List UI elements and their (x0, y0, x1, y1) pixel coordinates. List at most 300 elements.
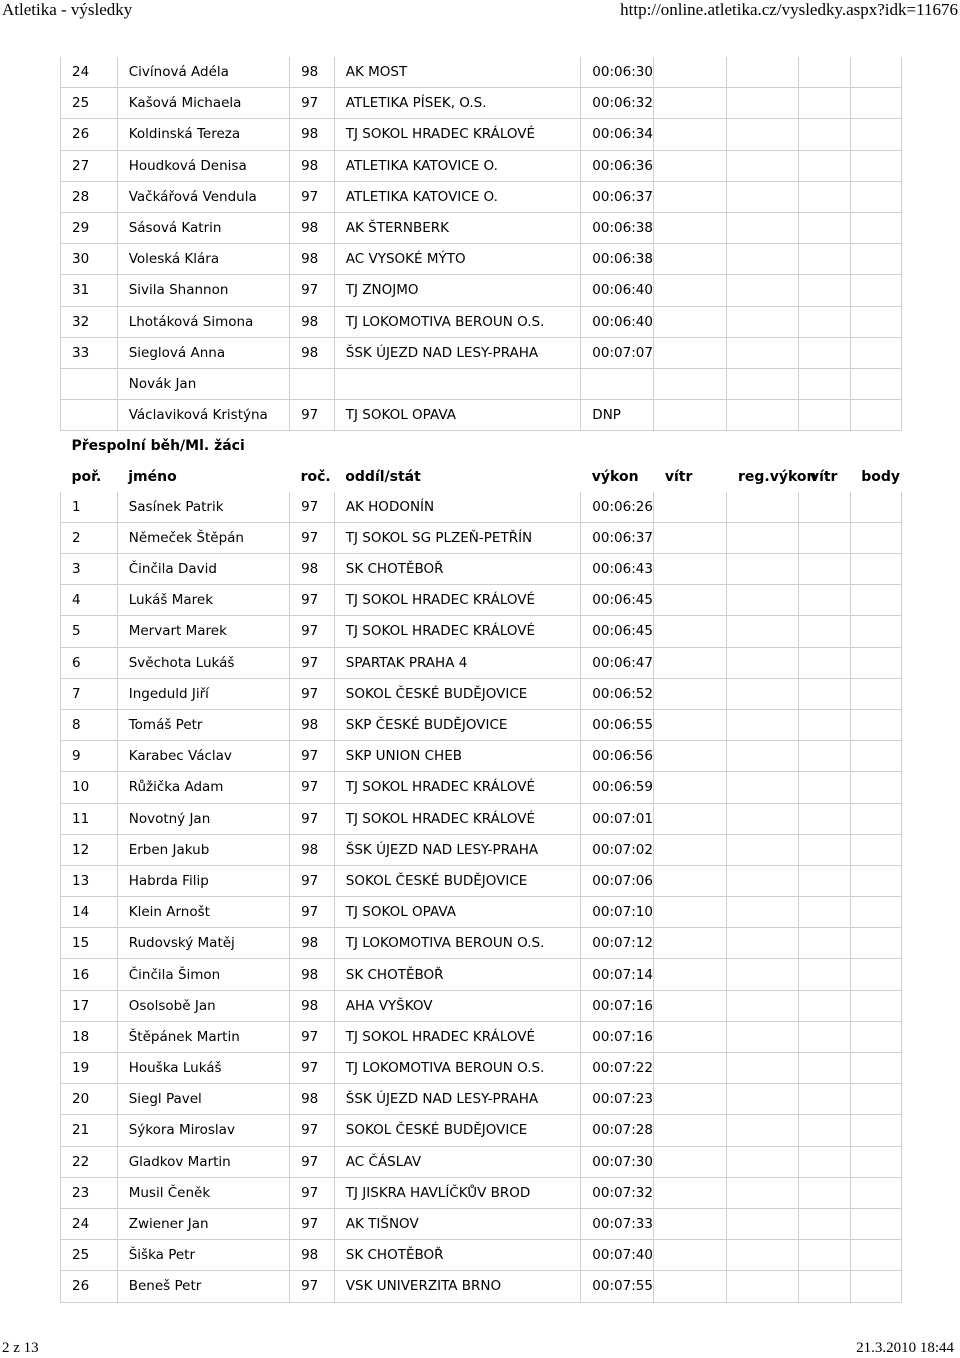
cell-empty (850, 803, 901, 834)
cell-year: 97 (290, 1208, 335, 1239)
table-row (61, 1146, 902, 1177)
cell-empty (727, 400, 799, 431)
cell-empty (799, 275, 850, 306)
cell-rank: 14 (61, 897, 118, 928)
column-header: výkon (591, 468, 639, 485)
cell-empty (799, 522, 850, 553)
cell-club: TJ SOKOL HRADEC KRÁLOVÉ (334, 585, 581, 616)
cell-club: ŠSK ÚJEZD NAD LESY-PRAHA (334, 337, 581, 368)
cell-year: 97 (290, 1115, 335, 1146)
cell-empty (654, 616, 727, 647)
cell-time: 00:06:43 (581, 554, 654, 585)
cell-empty (850, 400, 901, 431)
cell-time: 00:06:26 (581, 492, 654, 523)
cell-time: 00:07:10 (581, 897, 654, 928)
cell-rank: 31 (61, 275, 118, 306)
cell-club: SOKOL ČESKÉ BUDĚJOVICE (334, 678, 581, 709)
cell-club: AC ČÁSLAV (334, 1146, 581, 1177)
cell-empty (654, 1271, 727, 1302)
cell-empty (654, 1021, 727, 1052)
cell-time: 00:06:38 (581, 212, 654, 243)
table-row (61, 150, 902, 181)
cell-name: Sieglová Anna (117, 337, 289, 368)
print-datetime: 21.3.2010 18:44 (856, 1340, 954, 1356)
cell-name: Ingeduld Jiří (117, 678, 289, 709)
cell-year: 97 (290, 678, 335, 709)
cell-empty (727, 1084, 799, 1115)
cell-year: 98 (290, 57, 335, 88)
cell-year (290, 368, 335, 399)
cell-empty (799, 647, 850, 678)
cell-time: 00:06:56 (581, 741, 654, 772)
cell-empty (799, 1271, 850, 1302)
cell-empty (654, 741, 727, 772)
cell-empty (654, 181, 727, 212)
page-url: http://online.atletika.cz/vysledky.aspx?idk=11676 (620, 0, 958, 19)
cell-empty (799, 928, 850, 959)
cell-empty (654, 1115, 727, 1146)
cell-club: TJ JISKRA HAVLÍČKŮV BROD (334, 1177, 581, 1208)
cell-year: 97 (290, 772, 335, 803)
cell-empty (654, 959, 727, 990)
cell-time: 00:07:23 (581, 1084, 654, 1115)
cell-empty (654, 709, 727, 740)
column-header: vítr (664, 468, 693, 485)
cell-empty (799, 119, 850, 150)
cell-year: 97 (290, 897, 335, 928)
cell-empty (727, 741, 799, 772)
cell-rank: 19 (61, 1053, 118, 1084)
cell-empty (654, 57, 727, 88)
cell-club: ATLETIKA KATOVICE O. (334, 181, 581, 212)
cell-empty (654, 647, 727, 678)
cell-name: Novotný Jan (117, 803, 289, 834)
cell-name: Habrda Filip (117, 865, 289, 896)
table-row (61, 522, 902, 553)
cell-empty (727, 1208, 799, 1239)
cell-name: Novák Jan (117, 368, 289, 399)
cell-time: 00:06:36 (581, 150, 654, 181)
cell-empty (727, 865, 799, 896)
cell-club (334, 368, 581, 399)
cell-empty (850, 306, 901, 337)
cell-time: 00:07:32 (581, 1177, 654, 1208)
section-title-row (61, 431, 902, 462)
page-header (0, 0, 960, 20)
cell-time: 00:06:34 (581, 119, 654, 150)
table-row (61, 119, 902, 150)
cell-empty (799, 57, 850, 88)
cell-club: ŠSK ÚJEZD NAD LESY-PRAHA (334, 1084, 581, 1115)
column-header: vítr (809, 468, 838, 485)
cell-rank: 18 (61, 1021, 118, 1052)
cell-empty (799, 585, 850, 616)
cell-empty (799, 803, 850, 834)
cell-club: AK TIŠNOV (334, 1208, 581, 1239)
cell-year: 97 (290, 1177, 335, 1208)
cell-rank (61, 368, 118, 399)
cell-name: Šiška Petr (117, 1240, 289, 1271)
cell-club: SKP UNION CHEB (334, 741, 581, 772)
cell-empty (654, 1177, 727, 1208)
cell-empty (850, 150, 901, 181)
cell-empty (799, 181, 850, 212)
cell-empty (654, 1240, 727, 1271)
results-table (60, 57, 902, 1303)
cell-empty (799, 1115, 850, 1146)
cell-empty (850, 492, 901, 523)
cell-year: 98 (290, 150, 335, 181)
cell-empty (654, 400, 727, 431)
table-row (61, 181, 902, 212)
cell-rank: 1 (61, 492, 118, 523)
cell-club: AK MOST (334, 57, 581, 88)
cell-empty (727, 150, 799, 181)
cell-empty (654, 772, 727, 803)
cell-empty (727, 88, 799, 119)
cell-empty (727, 212, 799, 243)
cell-time: 00:06:40 (581, 306, 654, 337)
cell-empty (850, 275, 901, 306)
cell-empty (727, 1053, 799, 1084)
cell-rank: 28 (61, 181, 118, 212)
cell-empty (850, 244, 901, 275)
cell-empty (727, 554, 799, 585)
cell-empty (799, 1208, 850, 1239)
cell-empty (850, 865, 901, 896)
table-row (61, 865, 902, 896)
cell-time: 00:07:06 (581, 865, 654, 896)
cell-year: 98 (290, 337, 335, 368)
cell-club: ATLETIKA KATOVICE O. (334, 150, 581, 181)
cell-rank: 7 (61, 678, 118, 709)
table-row (61, 337, 902, 368)
cell-name: Němeček Štěpán (117, 522, 289, 553)
cell-empty (727, 678, 799, 709)
cell-name: Koldinská Tereza (117, 119, 289, 150)
cell-name: Svěchota Lukáš (117, 647, 289, 678)
cell-club: SOKOL ČESKÉ BUDĚJOVICE (334, 865, 581, 896)
cell-empty (850, 1053, 901, 1084)
cell-empty (799, 244, 850, 275)
cell-empty (654, 368, 727, 399)
cell-rank: 17 (61, 990, 118, 1021)
cell-empty (850, 834, 901, 865)
table-row (61, 275, 902, 306)
cell-club: TJ SOKOL OPAVA (334, 897, 581, 928)
cell-empty (799, 741, 850, 772)
cell-empty (799, 709, 850, 740)
cell-empty (799, 212, 850, 243)
cell-name: Voleská Klára (117, 244, 289, 275)
cell-empty (654, 865, 727, 896)
cell-empty (850, 1021, 901, 1052)
cell-club: TJ SOKOL HRADEC KRÁLOVÉ (334, 119, 581, 150)
cell-rank: 27 (61, 150, 118, 181)
cell-empty (654, 678, 727, 709)
cell-name: Sasínek Patrik (117, 492, 289, 523)
cell-empty (850, 554, 901, 585)
table-row (61, 554, 902, 585)
cell-year: 97 (290, 400, 335, 431)
cell-name: Klein Arnošt (117, 897, 289, 928)
cell-empty (727, 990, 799, 1021)
cell-empty (799, 772, 850, 803)
cell-empty (799, 959, 850, 990)
cell-empty (654, 244, 727, 275)
column-header: poř. (71, 468, 102, 485)
cell-club: SKP ČESKÉ BUDĚJOVICE (334, 709, 581, 740)
cell-empty (654, 928, 727, 959)
cell-name: Siegl Pavel (117, 1084, 289, 1115)
cell-time: 00:06:45 (581, 616, 654, 647)
cell-rank: 22 (61, 1146, 118, 1177)
cell-club: AK HODONÍN (334, 492, 581, 523)
cell-empty (654, 990, 727, 1021)
cell-year: 98 (290, 244, 335, 275)
cell-club: TJ SOKOL SG PLZEŇ-PETŘÍN (334, 522, 581, 553)
cell-empty (850, 897, 901, 928)
cell-time: 00:06:37 (581, 522, 654, 553)
cell-empty (654, 554, 727, 585)
cell-name: Civínová Adéla (117, 57, 289, 88)
cell-year: 97 (290, 1271, 335, 1302)
table-row (61, 368, 902, 399)
cell-empty (799, 1146, 850, 1177)
cell-rank: 11 (61, 803, 118, 834)
cell-rank: 10 (61, 772, 118, 803)
cell-name: Sivila Shannon (117, 275, 289, 306)
cell-time: 00:06:55 (581, 709, 654, 740)
cell-empty (727, 803, 799, 834)
page-number: 2 z 13 (2, 1340, 39, 1356)
cell-empty (654, 1146, 727, 1177)
cell-rank: 20 (61, 1084, 118, 1115)
table-row (61, 990, 902, 1021)
cell-rank: 9 (61, 741, 118, 772)
cell-rank: 2 (61, 522, 118, 553)
cell-name: Vačkářová Vendula (117, 181, 289, 212)
cell-empty (654, 337, 727, 368)
cell-rank: 26 (61, 119, 118, 150)
cell-year: 97 (290, 1021, 335, 1052)
cell-empty (850, 928, 901, 959)
cell-year: 97 (290, 803, 335, 834)
cell-empty (799, 834, 850, 865)
table-row (61, 1021, 902, 1052)
cell-club: SPARTAK PRAHA 4 (334, 647, 581, 678)
cell-empty (727, 834, 799, 865)
cell-year: 97 (290, 522, 335, 553)
cell-year: 97 (290, 181, 335, 212)
cell-time: 00:07:16 (581, 990, 654, 1021)
cell-empty (850, 88, 901, 119)
cell-year: 98 (290, 1084, 335, 1115)
cell-empty (850, 616, 901, 647)
cell-empty (850, 772, 901, 803)
cell-rank: 13 (61, 865, 118, 896)
page-footer (0, 1338, 960, 1358)
cell-empty (850, 990, 901, 1021)
cell-empty (654, 88, 727, 119)
cell-empty (727, 1115, 799, 1146)
cell-rank: 24 (61, 57, 118, 88)
cell-empty (654, 150, 727, 181)
column-header: roč. (300, 468, 331, 485)
cell-time: 00:07:40 (581, 1240, 654, 1271)
cell-year: 98 (290, 928, 335, 959)
cell-time: 00:07:01 (581, 803, 654, 834)
cell-rank: 15 (61, 928, 118, 959)
cell-empty (727, 1240, 799, 1271)
cell-rank: 26 (61, 1271, 118, 1302)
cell-year: 98 (290, 306, 335, 337)
cell-empty (727, 959, 799, 990)
cell-year: 97 (290, 585, 335, 616)
cell-year: 97 (290, 616, 335, 647)
cell-name: Musil Čeněk (117, 1177, 289, 1208)
cell-time: 00:06:32 (581, 88, 654, 119)
cell-empty (654, 585, 727, 616)
cell-empty (850, 1240, 901, 1271)
cell-rank: 33 (61, 337, 118, 368)
cell-empty (799, 897, 850, 928)
cell-club: ATLETIKA PÍSEK, O.S. (334, 88, 581, 119)
cell-empty (654, 1053, 727, 1084)
cell-empty (850, 585, 901, 616)
results-table-body (61, 57, 902, 1302)
cell-rank (61, 400, 118, 431)
cell-empty (654, 1208, 727, 1239)
cell-time: 00:07:02 (581, 834, 654, 865)
cell-empty (727, 897, 799, 928)
cell-time: 00:06:40 (581, 275, 654, 306)
cell-club: TJ ZNOJMO (334, 275, 581, 306)
cell-time: 00:07:16 (581, 1021, 654, 1052)
cell-empty (727, 275, 799, 306)
cell-year: 98 (290, 119, 335, 150)
cell-empty (799, 306, 850, 337)
cell-empty (850, 1084, 901, 1115)
cell-rank: 24 (61, 1208, 118, 1239)
cell-year: 97 (290, 1053, 335, 1084)
cell-time: 00:06:52 (581, 678, 654, 709)
cell-empty (799, 368, 850, 399)
cell-club: SOKOL ČESKÉ BUDĚJOVICE (334, 1115, 581, 1146)
table-row (61, 959, 902, 990)
cell-empty (799, 1177, 850, 1208)
cell-name: Sýkora Miroslav (117, 1115, 289, 1146)
cell-rank: 23 (61, 1177, 118, 1208)
cell-name: Činčila David (117, 554, 289, 585)
cell-empty (850, 1177, 901, 1208)
cell-empty (727, 928, 799, 959)
table-row (61, 1271, 902, 1302)
cell-empty (727, 57, 799, 88)
cell-name: Kašová Michaela (117, 88, 289, 119)
table-row (61, 709, 902, 740)
cell-time: 00:06:37 (581, 181, 654, 212)
cell-rank: 4 (61, 585, 118, 616)
cell-empty (727, 337, 799, 368)
cell-name: Tomáš Petr (117, 709, 289, 740)
cell-empty (654, 897, 727, 928)
cell-club: TJ SOKOL HRADEC KRÁLOVÉ (334, 803, 581, 834)
cell-time: 00:06:30 (581, 57, 654, 88)
cell-empty (799, 492, 850, 523)
table-row (61, 57, 902, 88)
cell-time: 00:06:38 (581, 244, 654, 275)
cell-year: 97 (290, 88, 335, 119)
cell-time: 00:07:12 (581, 928, 654, 959)
cell-club: ŠSK ÚJEZD NAD LESY-PRAHA (334, 834, 581, 865)
cell-club: AK ŠTERNBERK (334, 212, 581, 243)
cell-club: SK CHOTĚBOŘ (334, 554, 581, 585)
cell-year: 97 (290, 1146, 335, 1177)
column-header: jméno (128, 468, 177, 485)
table-row (61, 834, 902, 865)
cell-club: TJ LOKOMOTIVA BEROUN O.S. (334, 928, 581, 959)
table-row (61, 678, 902, 709)
cell-empty (850, 678, 901, 709)
cell-time (581, 368, 654, 399)
cell-club: SK CHOTĚBOŘ (334, 1240, 581, 1271)
cell-name: Houdková Denisa (117, 150, 289, 181)
cell-year: 98 (290, 1240, 335, 1271)
cell-empty (799, 337, 850, 368)
table-row (61, 244, 902, 275)
cell-time: 00:07:07 (581, 337, 654, 368)
cell-rank: 32 (61, 306, 118, 337)
cell-year: 98 (290, 834, 335, 865)
column-header: oddíl/stát (345, 468, 421, 485)
cell-empty (727, 306, 799, 337)
cell-time: 00:07:14 (581, 959, 654, 990)
table-row (61, 88, 902, 119)
cell-empty (799, 88, 850, 119)
cell-name: Zwiener Jan (117, 1208, 289, 1239)
cell-name: Činčila Šimon (117, 959, 289, 990)
cell-rank: 29 (61, 212, 118, 243)
table-row (61, 647, 902, 678)
table-row (61, 616, 902, 647)
cell-club: TJ SOKOL OPAVA (334, 400, 581, 431)
cell-time: 00:07:22 (581, 1053, 654, 1084)
cell-name: Lhotáková Simona (117, 306, 289, 337)
cell-empty (799, 1240, 850, 1271)
cell-empty (850, 709, 901, 740)
cell-time: DNP (581, 400, 654, 431)
cell-club: TJ LOKOMOTIVA BEROUN O.S. (334, 1053, 581, 1084)
cell-empty (850, 181, 901, 212)
cell-year: 97 (290, 865, 335, 896)
cell-club: TJ SOKOL HRADEC KRÁLOVÉ (334, 1021, 581, 1052)
cell-empty (850, 1115, 901, 1146)
cell-rank: 21 (61, 1115, 118, 1146)
cell-time: 00:07:28 (581, 1115, 654, 1146)
cell-rank: 25 (61, 88, 118, 119)
cell-empty (850, 368, 901, 399)
cell-name: Beneš Petr (117, 1271, 289, 1302)
cell-empty (799, 400, 850, 431)
table-row (61, 928, 902, 959)
cell-name: Houška Lukáš (117, 1053, 289, 1084)
cell-year: 97 (290, 275, 335, 306)
cell-empty (654, 119, 727, 150)
cell-club: VSK UNIVERZITA BRNO (334, 1271, 581, 1302)
table-row (61, 585, 902, 616)
table-row (61, 1208, 902, 1239)
